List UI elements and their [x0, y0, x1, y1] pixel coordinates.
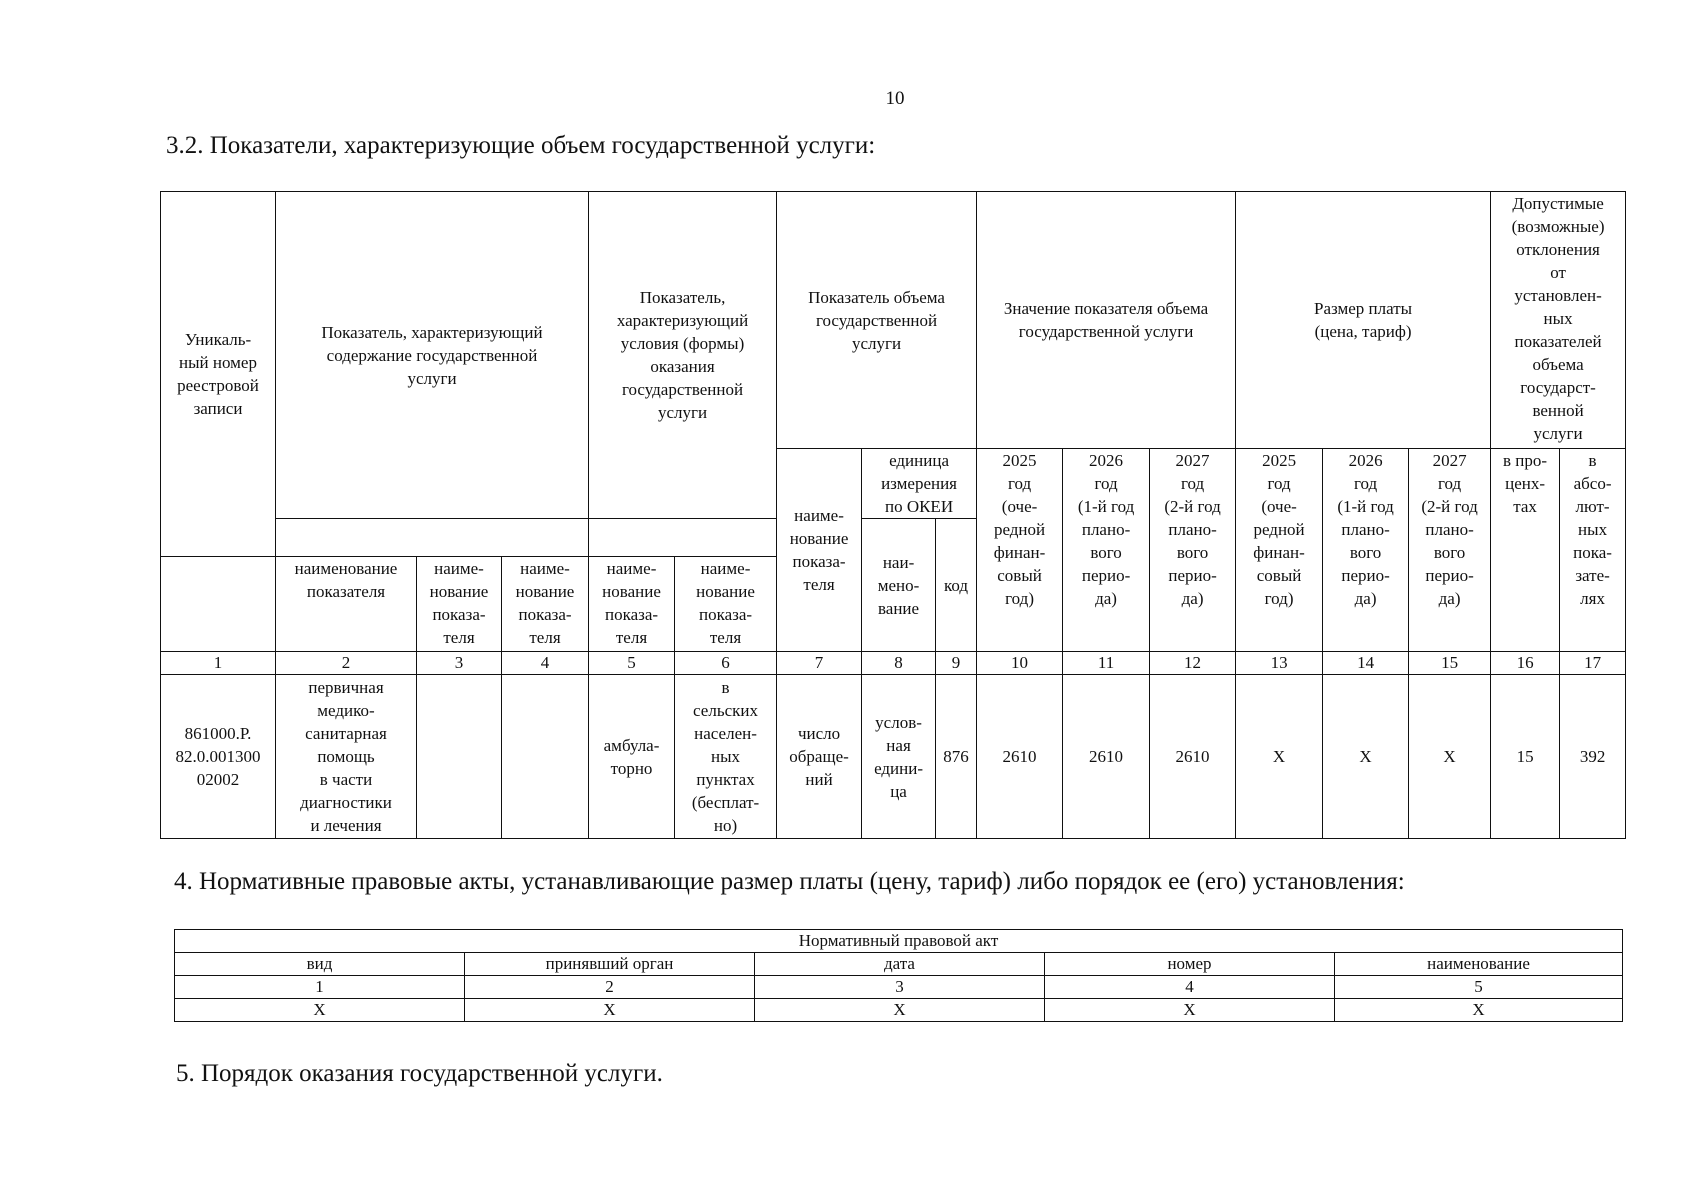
header-deviation-absolute: в абсо- лют- ных пока- зате- лях — [1560, 449, 1626, 652]
legal-acts-table — [174, 929, 1623, 1022]
cell-content-indicator-3 — [502, 675, 589, 839]
header-unit-name: наи- мено- вание — [862, 519, 936, 652]
cell-indicator-name: число обраще- ний — [777, 675, 862, 839]
column-number: 11 — [1063, 652, 1150, 675]
legal-column-number: 4 — [1045, 976, 1335, 999]
header-conditions-group: Показатель, характеризующий условия (формы) оказания государственной услуги — [589, 192, 777, 519]
header-content-col-2: наиме- нование показа- теля — [417, 557, 502, 652]
header-content-group: Показатель, характеризующий содержание государственной услуги — [276, 192, 589, 519]
header-conditions-col-1: наиме- нование показа- теля — [589, 557, 675, 652]
column-number: 12 — [1150, 652, 1236, 675]
header-value-2026: 2026 год (1-й год плано- вого перио- да) — [1063, 449, 1150, 652]
header-volume-indicator-group: Показатель объема государственной услуги — [777, 192, 977, 449]
cell-condition-2: в сельских населен- ных пунктах (бесплат- но) — [675, 675, 777, 839]
cell-fee-2025: Х — [1236, 675, 1323, 839]
header-value-2025: 2025 год (оче- редной финан- совый год) — [977, 449, 1063, 652]
column-number: 3 — [417, 652, 502, 675]
legal-col-number: номер — [1045, 953, 1335, 976]
header-fee-2025: 2025 год (оче- редной финан- совый год) — [1236, 449, 1323, 652]
header-content-col-3: наиме- нование показа- теля — [502, 557, 589, 652]
cell-value-2027: 2610 — [1150, 675, 1236, 839]
column-number: 4 — [502, 652, 589, 675]
cell-content-indicator-1: первичная медико- санитарная помощь в части диагностики и лечения — [276, 675, 417, 839]
cell-value-2026: 2610 — [1063, 675, 1150, 839]
table-row — [161, 675, 1626, 839]
legal-value-number: Х — [1045, 999, 1335, 1022]
column-number: 10 — [977, 652, 1063, 675]
header-fee-2026: 2026 год (1-й год плано- вого перио- да) — [1323, 449, 1409, 652]
column-number: 16 — [1491, 652, 1560, 675]
cell-registry-number: 861000.Р. 82.0.001300 02002 — [161, 675, 276, 839]
legal-acts-title: Нормативный правовой акт — [175, 930, 1623, 953]
column-number: 9 — [936, 652, 977, 675]
legal-col-name: наименование — [1335, 953, 1623, 976]
column-number: 13 — [1236, 652, 1323, 675]
legal-column-number: 2 — [465, 976, 755, 999]
legal-col-type: вид — [175, 953, 465, 976]
header-unit-okei: единица измерения по ОКЕИ — [862, 449, 977, 519]
header-unique-number: Уникаль- ный номер реестровой записи — [161, 192, 276, 557]
header-fee-2027: 2027 год (2-й год плано- вого перио- да) — [1409, 449, 1491, 652]
volume-indicators-table — [160, 191, 1626, 839]
header-deviation-group: Допустимые (возможные) отклонения от установлен- ных показателей объема государст- венной услуги — [1491, 192, 1626, 449]
cell-content-indicator-2 — [417, 675, 502, 839]
legal-value-type: Х — [175, 999, 465, 1022]
page-number: 10 — [885, 88, 905, 109]
header-volume-value-group: Значение показателя объема государственной услуги — [977, 192, 1236, 449]
legal-column-number: 1 — [175, 976, 465, 999]
cell-unit-name: услов- ная едини- ца — [862, 675, 936, 839]
column-number: 8 — [862, 652, 936, 675]
legal-value-name: Х — [1335, 999, 1623, 1022]
legal-column-number: 3 — [755, 976, 1045, 999]
cell-deviation-percent: 15 — [1491, 675, 1560, 839]
column-number: 15 — [1409, 652, 1491, 675]
cell-fee-2026: Х — [1323, 675, 1409, 839]
column-number: 1 — [161, 652, 276, 675]
cell-deviation-absolute: 392 — [1560, 675, 1626, 839]
column-numbers-row — [161, 652, 1626, 675]
legal-col-date: дата — [755, 953, 1045, 976]
header-deviation-percent: в про- ценх- тах — [1491, 449, 1560, 652]
legal-column-number: 5 — [1335, 976, 1623, 999]
table-row — [175, 999, 1623, 1022]
column-number: 14 — [1323, 652, 1409, 675]
section-4-heading: 4. Нормативные правовые акты, устанавливающие размер платы (цену, тариф) либо порядок ее (его) установления: — [174, 868, 1405, 895]
column-number: 2 — [276, 652, 417, 675]
header-indicator-name: наиме- нование показа- теля — [777, 449, 862, 652]
legal-value-authority: Х — [465, 999, 755, 1022]
header-fee-group: Размер платы (цена, тариф) — [1236, 192, 1491, 449]
header-value-2027: 2027 год (2-й год плано- вого перио- да) — [1150, 449, 1236, 652]
cell-unit-code: 876 — [936, 675, 977, 839]
header-conditions-col-2: наиме- нование показа- теля — [675, 557, 777, 652]
column-number: 6 — [675, 652, 777, 675]
legal-col-authority: принявший орган — [465, 953, 755, 976]
column-number: 5 — [589, 652, 675, 675]
cell-value-2025: 2610 — [977, 675, 1063, 839]
column-number: 17 — [1560, 652, 1626, 675]
cell-condition-1: амбула- торно — [589, 675, 675, 839]
section-5-heading: 5. Порядок оказания государственной услуги. — [176, 1060, 663, 1087]
cell-fee-2027: Х — [1409, 675, 1491, 839]
header-unit-code: код — [936, 519, 977, 652]
header-content-col-1: наименование показателя — [276, 557, 417, 652]
column-number: 7 — [777, 652, 862, 675]
legal-value-date: Х — [755, 999, 1045, 1022]
section-3-2-heading: 3.2. Показатели, характеризующие объем государственной услуги: — [166, 132, 876, 159]
